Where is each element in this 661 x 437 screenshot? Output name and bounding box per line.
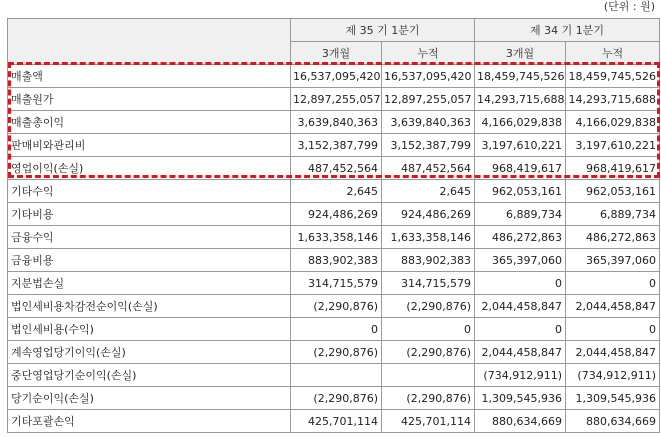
income-statement-table: [7, 18, 660, 433]
row-value: 880,634,669: [475, 410, 566, 433]
row-value: 0: [475, 272, 566, 295]
row-value: 2,044,458,847: [566, 295, 660, 318]
table-row: [8, 65, 660, 88]
row-value: 16,537,095,420: [382, 65, 475, 88]
row-value: 1,309,545,936: [566, 387, 660, 410]
row-value: [382, 364, 475, 387]
row-value: 6,889,734: [566, 203, 660, 226]
row-label: 중단영업당기순이익(손실): [8, 364, 291, 387]
row-value: (734,912,911): [566, 364, 660, 387]
row-label: 기타비용: [8, 203, 291, 226]
row-value: 1,633,358,146: [382, 226, 475, 249]
row-value: 962,053,161: [475, 180, 566, 203]
table-row: [8, 134, 660, 157]
row-value: 14,293,715,688: [475, 88, 566, 111]
row-value: 3,197,610,221: [566, 134, 660, 157]
row-value: 968,419,617: [566, 157, 660, 180]
row-label: 지분법손실: [8, 272, 291, 295]
row-value: 18,459,745,526: [566, 65, 660, 88]
header-sub-3months-prior: 3개월: [475, 42, 566, 65]
table-row: [8, 180, 660, 203]
row-value: 314,715,579: [291, 272, 382, 295]
row-value: 3,152,387,799: [291, 134, 382, 157]
row-value: 12,897,255,057: [382, 88, 475, 111]
row-value: 4,166,029,838: [566, 111, 660, 134]
table-row: [8, 295, 660, 318]
row-value: 883,902,383: [291, 249, 382, 272]
row-label: 매출원가: [8, 88, 291, 111]
header-sub-cumulative-prior: 누적: [566, 42, 660, 65]
row-value: 2,044,458,847: [475, 341, 566, 364]
row-label: 법인세비용(수익): [8, 318, 291, 341]
row-label: 금융수익: [8, 226, 291, 249]
table-row: [8, 226, 660, 249]
row-label: 금융비용: [8, 249, 291, 272]
row-value: 314,715,579: [382, 272, 475, 295]
row-value: (734,912,911): [475, 364, 566, 387]
income-statement: [7, 18, 659, 433]
row-label: 매출총이익: [8, 111, 291, 134]
row-label: 매출액: [8, 65, 291, 88]
table-row: [8, 111, 660, 134]
header-sub-cumulative-current: 누적: [382, 42, 475, 65]
row-label: 계속영업당기이익(손실): [8, 341, 291, 364]
table-row: [8, 249, 660, 272]
row-value: 1,633,358,146: [291, 226, 382, 249]
table-row: [8, 410, 660, 433]
table-row: [8, 387, 660, 410]
row-label: 판매비와관리비: [8, 134, 291, 157]
row-value: 486,272,863: [566, 226, 660, 249]
row-label: 기타수익: [8, 180, 291, 203]
row-value: 1,309,545,936: [475, 387, 566, 410]
header-period-current: 제 35 기 1분기: [291, 19, 475, 42]
row-value: [291, 364, 382, 387]
row-value: 16,537,095,420: [291, 65, 382, 88]
row-value: 6,889,734: [475, 203, 566, 226]
unit-note: (단위 : 원): [603, 0, 655, 13]
table-row: [8, 341, 660, 364]
table-row: [8, 272, 660, 295]
row-value: 18,459,745,526: [475, 65, 566, 88]
row-value: (2,290,876): [382, 295, 475, 318]
row-value: 365,397,060: [566, 249, 660, 272]
table-row: [8, 203, 660, 226]
table-row: [8, 157, 660, 180]
row-value: 0: [291, 318, 382, 341]
row-value: 2,044,458,847: [475, 295, 566, 318]
row-value: 3,639,840,363: [291, 111, 382, 134]
row-label: 기타포괄손익: [8, 410, 291, 433]
header-blank: [8, 19, 291, 65]
header-period-prior: 제 34 기 1분기: [475, 19, 660, 42]
row-value: 968,419,617: [475, 157, 566, 180]
header-row-periods: [8, 19, 660, 42]
row-value: 3,639,840,363: [382, 111, 475, 134]
row-value: 425,701,114: [291, 410, 382, 433]
row-value: 487,452,564: [291, 157, 382, 180]
row-label: 당기순이익(손실): [8, 387, 291, 410]
table-row: [8, 364, 660, 387]
row-value: 486,272,863: [475, 226, 566, 249]
row-value: 487,452,564: [382, 157, 475, 180]
row-value: 365,397,060: [475, 249, 566, 272]
row-value: (2,290,876): [291, 341, 382, 364]
table-row: [8, 318, 660, 341]
row-value: 883,902,383: [382, 249, 475, 272]
row-value: (2,290,876): [382, 341, 475, 364]
header-sub-3months-current: 3개월: [291, 42, 382, 65]
row-value: 2,044,458,847: [566, 341, 660, 364]
row-label: 영업이익(손실): [8, 157, 291, 180]
row-value: (2,290,876): [382, 387, 475, 410]
row-value: 924,486,269: [382, 203, 475, 226]
table-row: [8, 88, 660, 111]
row-value: (2,290,876): [291, 295, 382, 318]
row-value: 2,645: [291, 180, 382, 203]
row-value: 924,486,269: [291, 203, 382, 226]
row-value: (2,290,876): [291, 387, 382, 410]
row-value: 3,152,387,799: [382, 134, 475, 157]
row-value: 3,197,610,221: [475, 134, 566, 157]
row-value: 0: [566, 272, 660, 295]
row-value: 0: [382, 318, 475, 341]
row-value: 962,053,161: [566, 180, 660, 203]
row-value: 12,897,255,057: [291, 88, 382, 111]
row-value: 880,634,669: [566, 410, 660, 433]
row-value: 2,645: [382, 180, 475, 203]
row-label: 법인세비용차감전순이익(손실): [8, 295, 291, 318]
row-value: 4,166,029,838: [475, 111, 566, 134]
row-value: 14,293,715,688: [566, 88, 660, 111]
row-value: 0: [566, 318, 660, 341]
row-value: 425,701,114: [382, 410, 475, 433]
row-value: 0: [475, 318, 566, 341]
